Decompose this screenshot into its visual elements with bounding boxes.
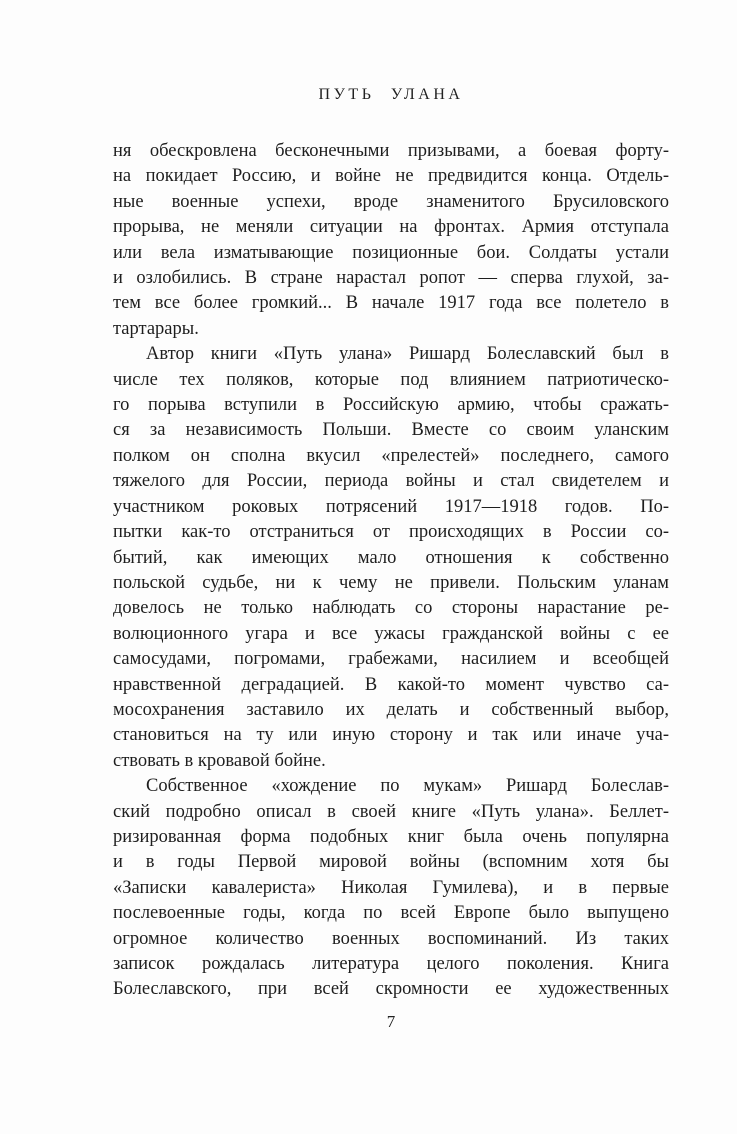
text-line: участником роковых потрясений 1917—1918 годов. По- <box>113 496 669 517</box>
text-line: числе тех поляков, которые под влиянием патриотическо- <box>113 369 669 390</box>
paragraph <box>113 139 669 342</box>
text-line: послевоенные годы, когда по всей Европе было выпущено <box>113 903 669 924</box>
text-line: на покидает Россию, и войне не предвидится конца. Отдель- <box>113 166 669 187</box>
body-text <box>113 139 669 1003</box>
text-line: ризированная форма подобных книг была очень популярна <box>113 826 669 847</box>
text-line: мосохранения заставило их делать и собственный выбор, <box>113 699 669 720</box>
text-line: огромное количество военных воспоминаний. Из таких <box>113 928 669 949</box>
text-line: полком он сполна вкусил «прелестей» последнего, самого <box>113 445 669 466</box>
book-page <box>113 0 669 1134</box>
text-line: записок рождалась литература целого поколения. Книга <box>113 954 669 974</box>
text-line: довелось не только наблюдать со стороны нарастание ре- <box>113 598 669 619</box>
text-line: прорыва, не меняли ситуации на фронтах. Армия отступала <box>113 217 669 238</box>
paragraph <box>113 342 669 774</box>
text-line: ные военные успехи, вроде знаменитого Брусиловского <box>113 191 669 212</box>
text-line: бытий, как имеющих мало отношения к собственно <box>113 547 669 568</box>
text-line: ствовать в кровавой бойне. <box>113 750 326 771</box>
text-line: ся за независимость Польши. Вместе со своим уланским <box>113 420 669 441</box>
text-line: нравственной деградацией. В какой-то момент чувство са- <box>113 674 669 695</box>
text-line: или вела изматывающие позиционные бои. Солдаты устали <box>113 242 669 263</box>
text-line: «Записки кавалериста» Николая Гумилева), и в первые <box>113 877 669 898</box>
text-line: Болеславского, при всей скромности ее художественных <box>113 979 669 1000</box>
text-line: Собственное «хождение по мукам» Ришард Болеслав- <box>146 776 669 797</box>
text-line: тартарары. <box>113 318 199 339</box>
text-line: и озлобились. В стране нарастал ропот — сперва глухой, за- <box>113 268 669 289</box>
text-line: самосудами, погромами, грабежами, насилием и всеобщей <box>113 649 669 670</box>
text-line: и в годы Первой мировой войны (вспомним хотя бы <box>113 852 669 873</box>
text-line: Автор книги «Путь улана» Ришард Болеславский был в <box>146 344 669 365</box>
text-line: пытки как-то отстраниться от происходящих в России со- <box>113 522 669 543</box>
text-line: польской судьбе, ни к чему не привели. Польским уланам <box>113 572 669 593</box>
text-line: волюционного угара и все ужасы гражданской войны с ее <box>113 623 669 644</box>
text-line: тем все более громкий... В начале 1917 года все полетело в <box>113 293 669 314</box>
running-head: ПУТЬ УЛАНА <box>318 86 464 103</box>
paragraph <box>113 774 669 1003</box>
page-number: 7 <box>386 1012 396 1031</box>
text-line: становиться на ту или иную сторону и так или иначе уча- <box>113 725 669 746</box>
text-line: го порыва вступили в Российскую армию, чтобы сражать- <box>113 395 669 416</box>
text-line: тяжелого для России, периода войны и стал свидетелем и <box>113 471 669 492</box>
text-line: ский подробно описал в своей книге «Путь улана». Беллет- <box>113 801 669 822</box>
text-line: ня обескровлена бесконечными призывами, а боевая форту- <box>113 141 669 161</box>
